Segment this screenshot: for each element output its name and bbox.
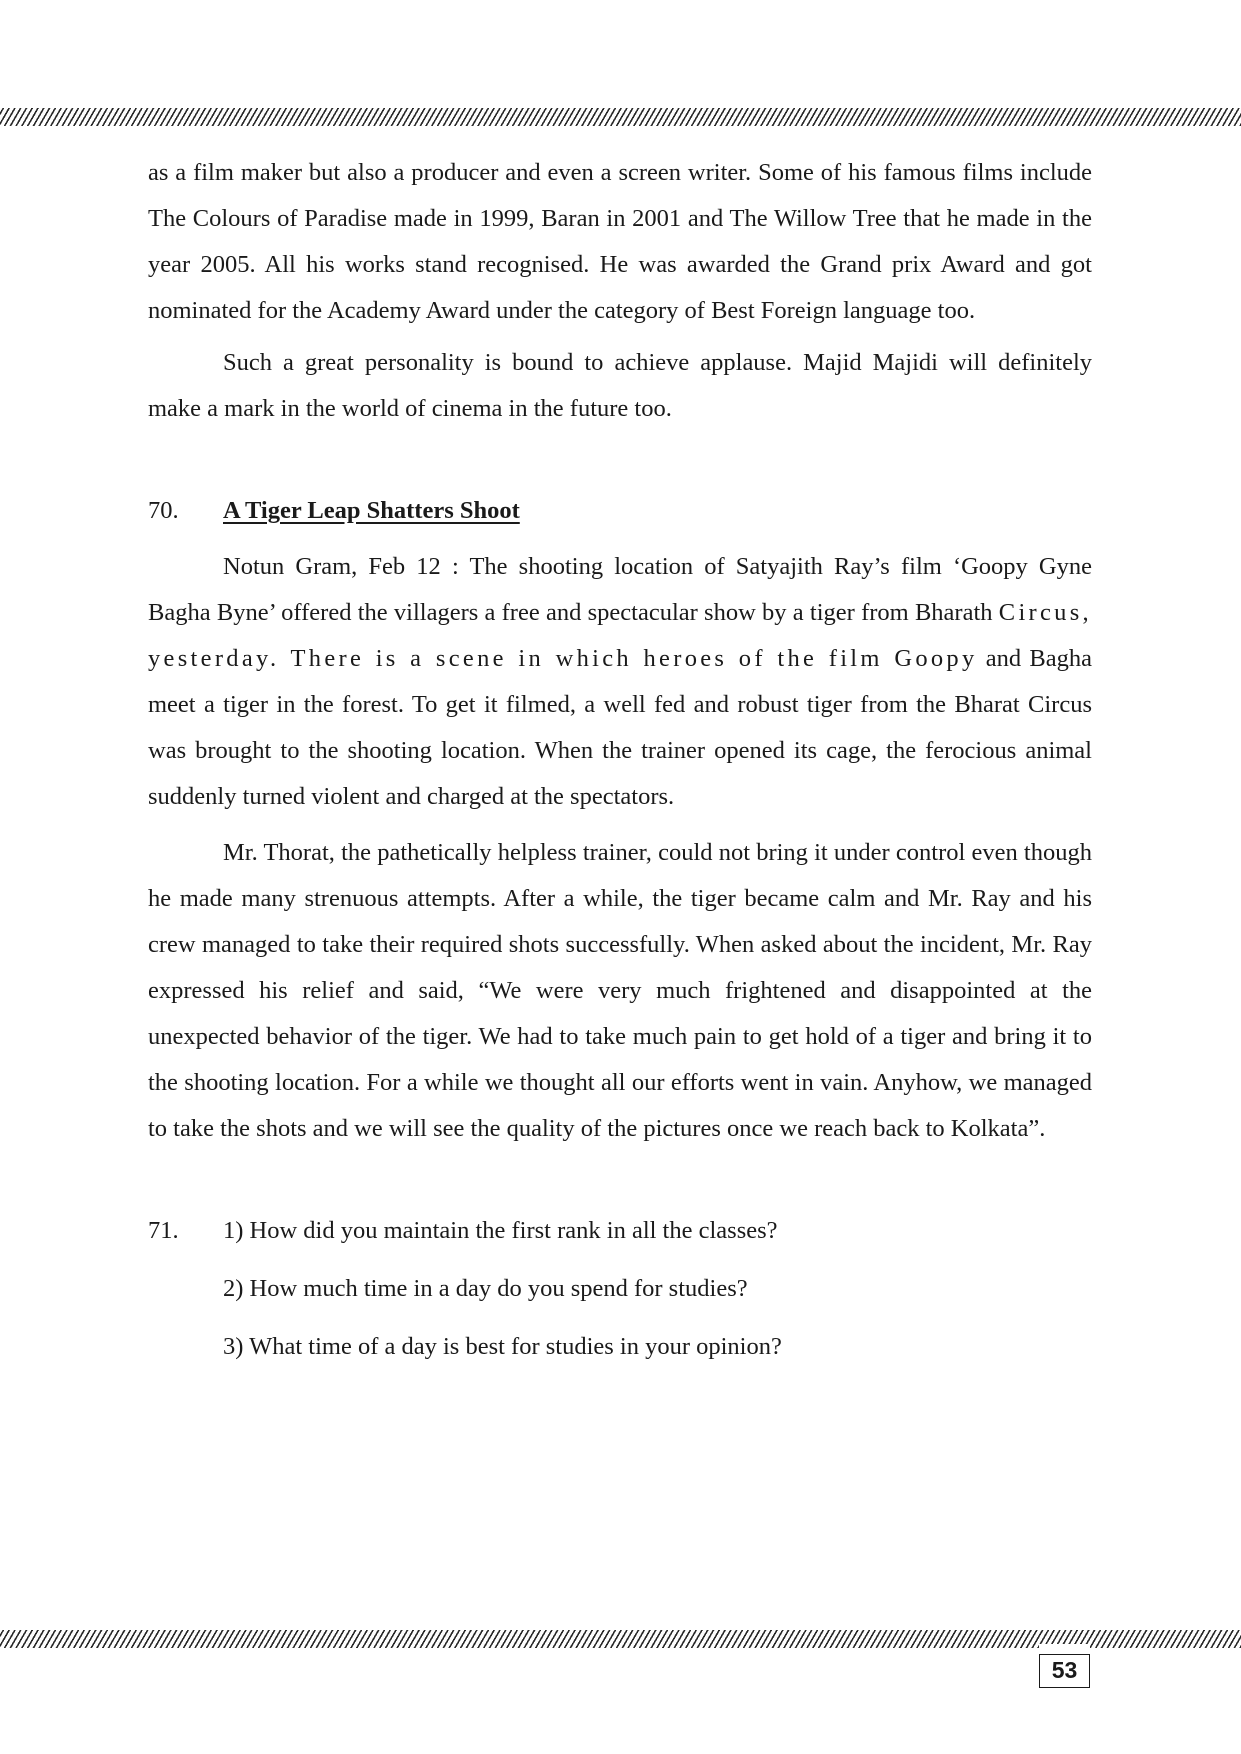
section-70-title: A Tiger Leap Shatters Shoot <box>223 497 520 524</box>
section-70-heading <box>148 488 1092 534</box>
section-71-number: 71. <box>148 1217 179 1244</box>
section-70-paragraph-1-spaced-line: Circus, yesterday. There is a scene in which heroes of the film Goopy <box>148 599 1092 672</box>
section-70-paragraph-1-end: and Bagha meet a tiger in the forest. To get it filmed, a well fed and robust tiger from the Bharat Circus was brought to the shooting location. When the trainer opened its cage, the ferocious animal suddenly turned violent and charged at the spectators. <box>148 645 1093 810</box>
section-70-number: 70. <box>148 497 179 524</box>
section-70-paragraph-2: Mr. Thorat, the pathetically helpless trainer, could not bring it under control even though he made many strenuous attempts. After a while, the tiger became calm and Mr. Ray and his crew managed to take their required shots successfully. When asked about the incident, Mr. Ray expressed his relief and said, “We were very much frightened and disappointed at the unexpected behavior of the tiger. We had to take much pain to get hold of a tiger and bring it to the shooting location. For a while we thought all our efforts went in vain. Anyhow, we managed to take the shots and we will see the quality of the pictures once we reach back to Kolkata”. <box>148 839 1092 1142</box>
intro-paragraph-2: Such a great personality is bound to achieve applause. Majid Majidi will definitely make a mark in the world of cinema in the future too. <box>148 349 1092 422</box>
page-number: 53 <box>1039 1654 1090 1688</box>
section-71 <box>148 1208 1092 1370</box>
intro-paragraph-1: as a film maker but also a producer and even a screen writer. Some of his famous films include The Colours of Paradise made in 1999, Baran in 2001 and The Willow Tree that he made in the year 2005. All his works stand recognised. He was awarded the Grand prix Award and got nominated for the Academy Award under the category of Best Foreign language too. <box>148 159 1092 324</box>
question-3: 3) What time of a day is best for studies in your opinion? <box>223 1333 782 1360</box>
page-content <box>148 150 1092 1382</box>
top-hatched-border <box>0 108 1241 126</box>
section-71-question-1-row <box>148 1208 1092 1254</box>
section-70-paragraph-1-start: Notun Gram, Feb 12 : The shooting location of Satyajith Ray’s film ‘Goopy Gyne Bagha Byne’ offered the villagers a free and spectacular show by a tiger from Bharath <box>148 553 1092 626</box>
question-1: 1) How did you maintain the first rank in all the classes? <box>223 1217 778 1244</box>
question-2: 2) How much time in a day do you spend for studies? <box>223 1275 748 1302</box>
section-70-paragraph-1 <box>148 544 1092 820</box>
